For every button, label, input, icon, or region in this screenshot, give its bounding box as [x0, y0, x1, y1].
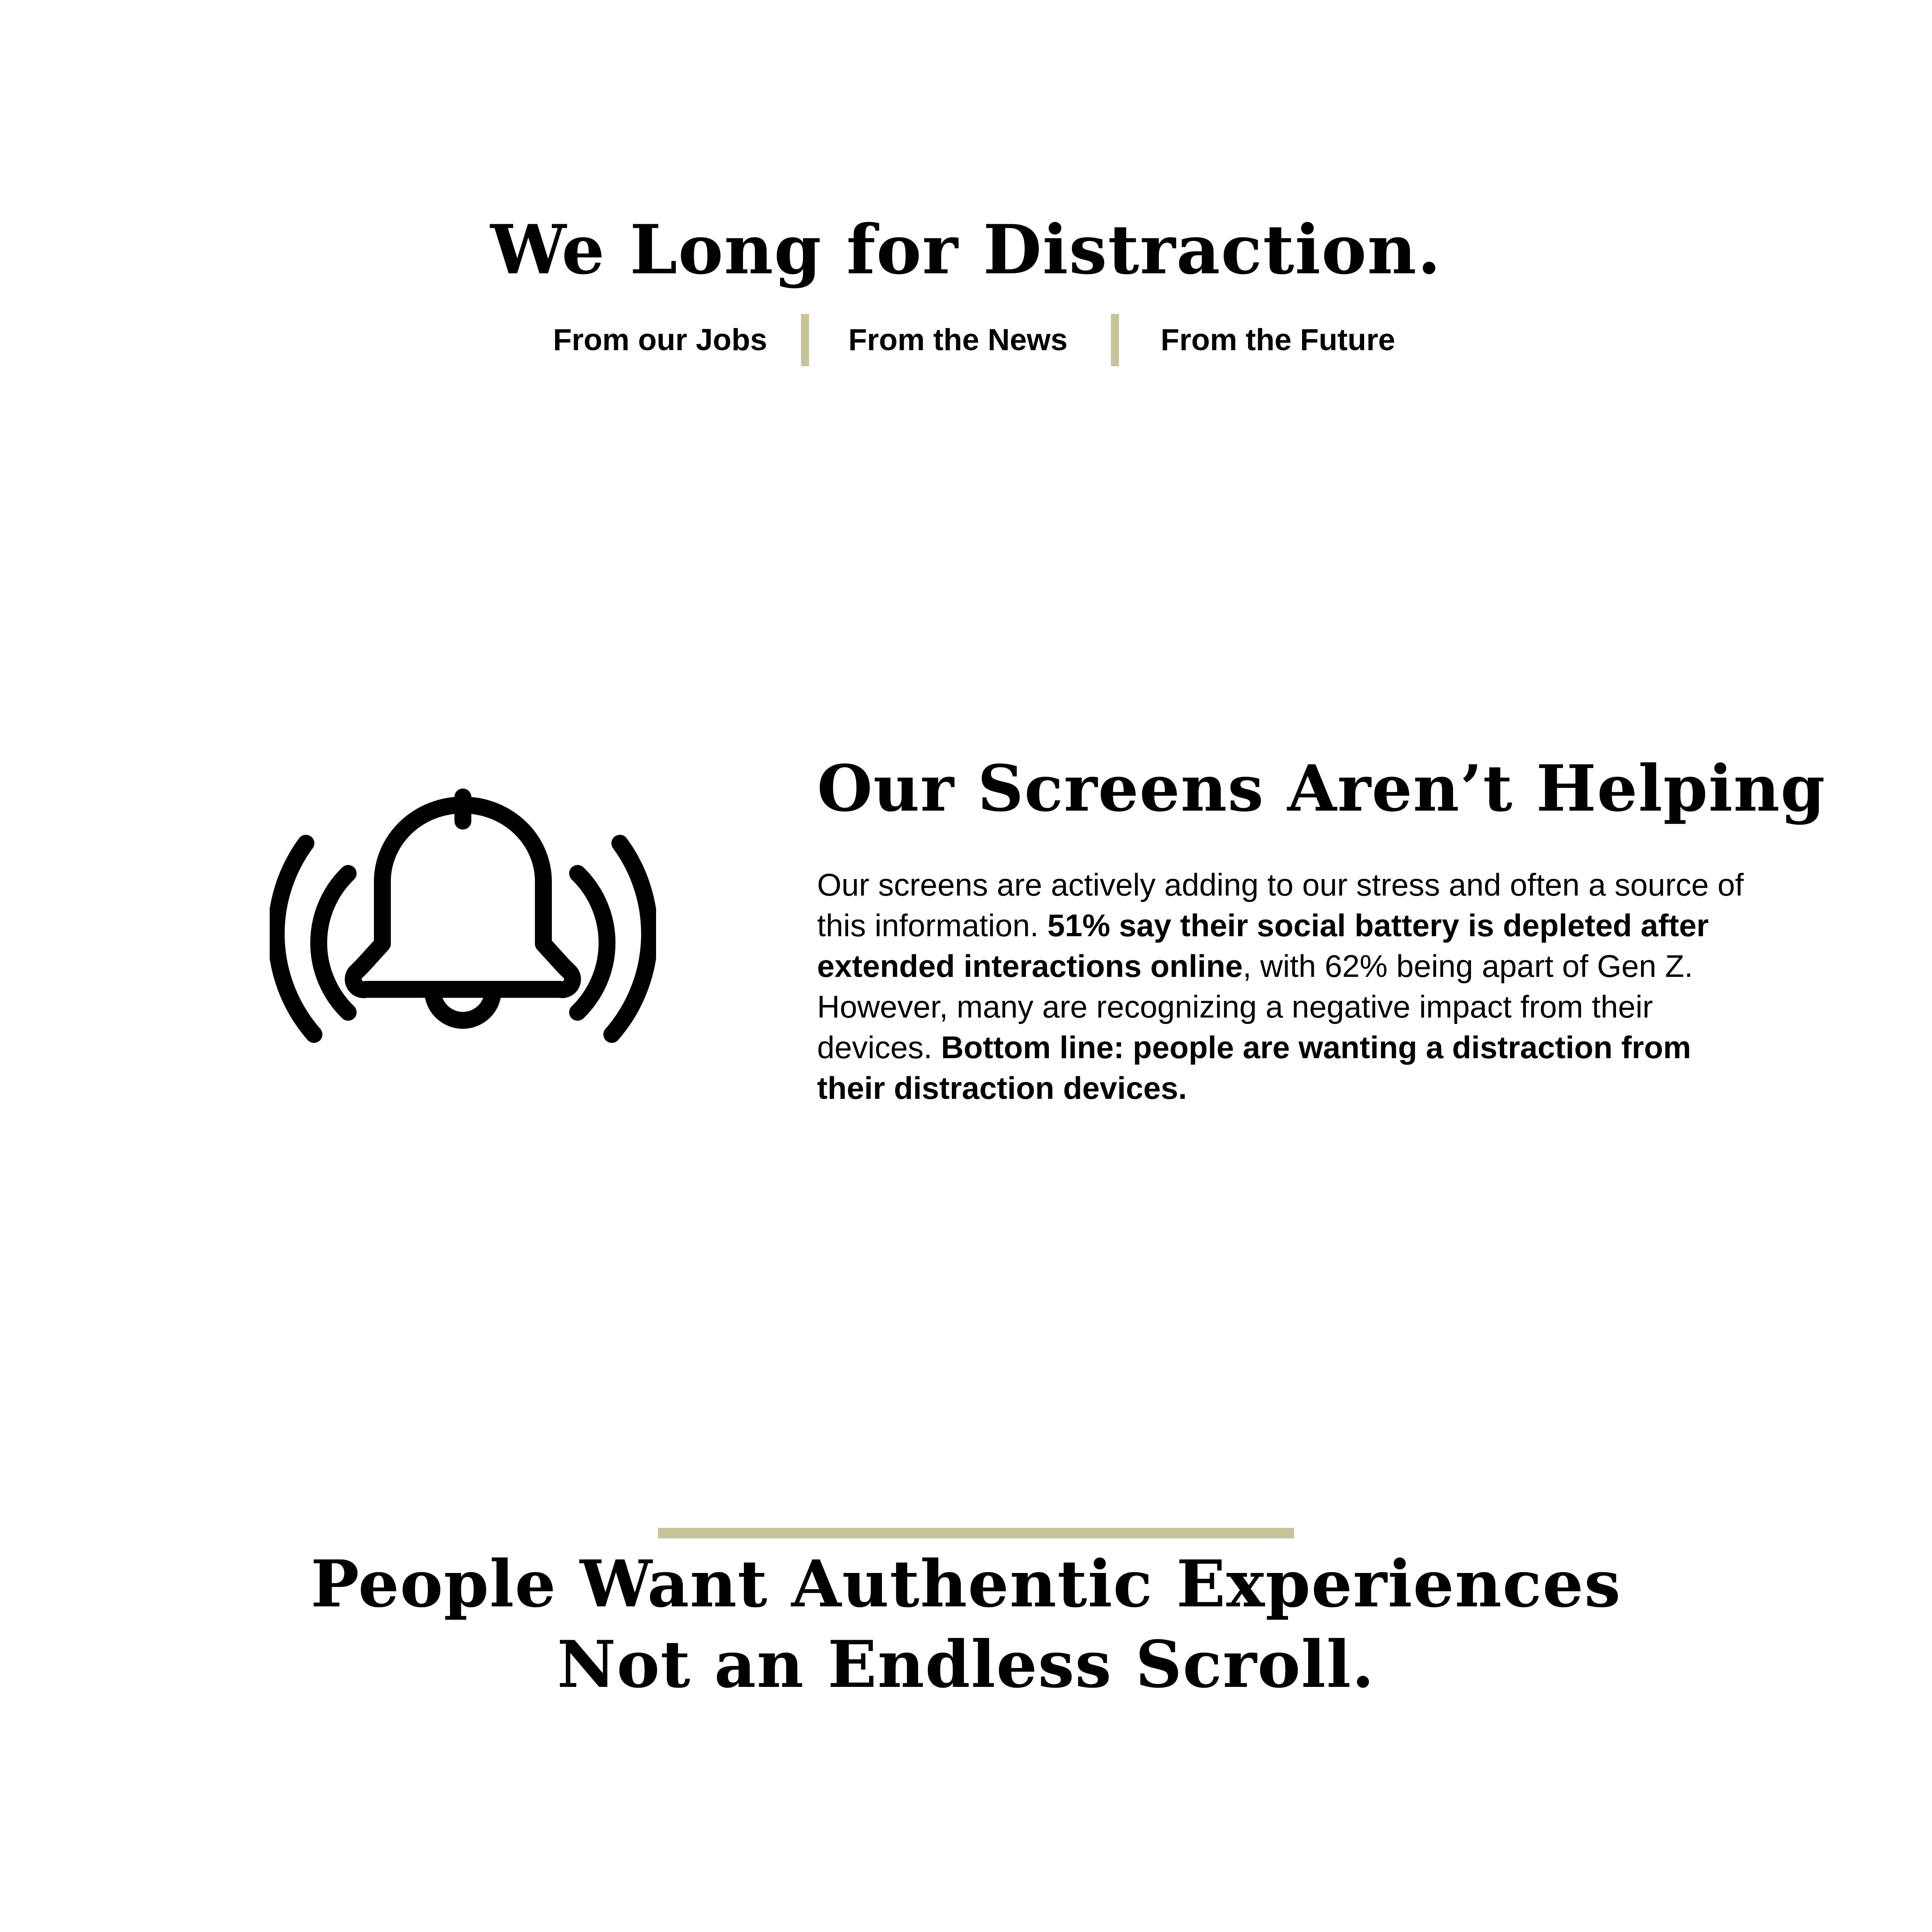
- body-highlight: 51% say their social battery is depleted after extended interactions online: [817, 908, 1709, 984]
- closing-line-1: People Want Authentic Experiences: [310, 1546, 1622, 1622]
- nav-item-news[interactable]: From the News: [848, 323, 1068, 357]
- body-highlight: Bottom line: people are wanting a distraction from their distraction devices.: [817, 1030, 1691, 1106]
- nav-divider: [1111, 314, 1119, 366]
- section-body: [817, 865, 1751, 1108]
- body-text: , with 62% being apart of Gen Z. However, many are recognizing a negative impact from their devices.: [817, 948, 1693, 1065]
- nav-item-jobs[interactable]: From our Jobs: [553, 323, 768, 357]
- nav-item-future[interactable]: From the Future: [1160, 323, 1395, 357]
- page-title: We Long for Distraction.: [490, 210, 1442, 289]
- closing-line-2: Not an Endless Scroll.: [557, 1627, 1375, 1702]
- nav-divider: [801, 314, 809, 366]
- ringing-bell-icon: [270, 785, 656, 1091]
- closing-headline: [0, 1544, 1932, 1705]
- section-title: Our Screens Aren’t Helping: [817, 751, 1826, 826]
- accent-divider: [658, 1528, 1294, 1538]
- topic-nav: [0, 314, 1932, 366]
- body-text: Our screens are actively adding to our stress and often a source of this information.: [817, 867, 1744, 943]
